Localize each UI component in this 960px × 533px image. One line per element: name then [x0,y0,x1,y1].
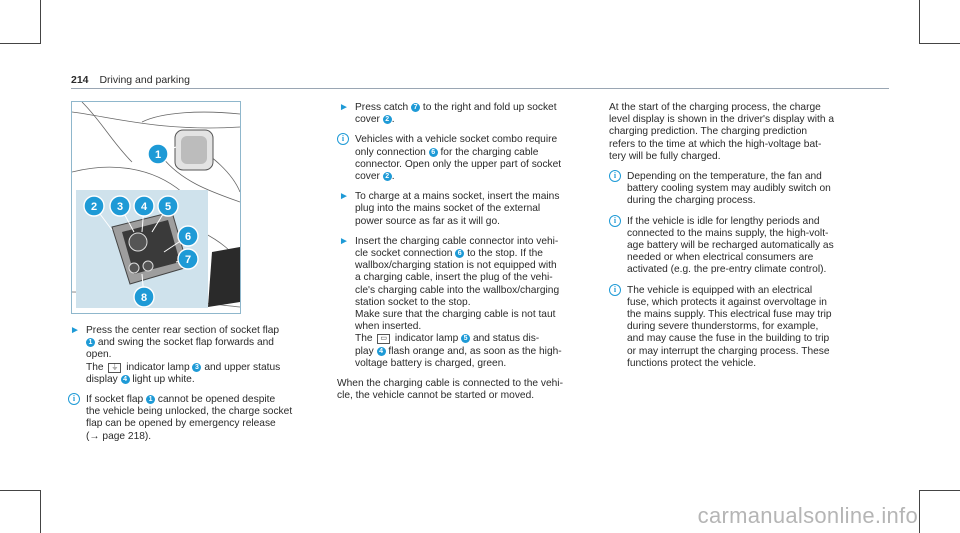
text-line: connector. Open only the upper part of socket [355,158,562,170]
callout-reference: 5 [461,334,470,343]
text-line: cle, the vehicle cannot be started or moved. [337,390,535,402]
text-line: plug into the mains socket of the external [355,203,541,215]
text-line: Vehicles with a vehicle socket combo require [355,134,558,146]
text-line: tery will be fully charged. [609,150,721,162]
text-line: activated (e.g. the pre-entry climate control). [627,264,827,276]
text-line: To charge at a mains socket, insert the mains [355,191,560,203]
step-arrow-icon: ► [70,325,80,336]
callout-1: 1 [154,149,162,161]
crop-mark [919,490,920,533]
text-line: Make sure that the charging cable is not taut [355,309,556,321]
text-line: the mains supply. This electrical fuse may trip [627,309,832,321]
text-line: The ⏚ indicator lamp 3 and upper status [86,361,281,373]
callout-5: 5 [164,201,172,213]
text-line: battery cooling system may audibly switch on [627,183,831,195]
callout-reference: 7 [411,103,420,112]
page-number: 214 [71,74,89,86]
left-column [68,325,328,451]
text-line: The ▭ indicator lamp 5 and status dis- [355,333,540,345]
text-line: power source as far as it will go. [355,215,500,227]
text-line: Insert the charging cable connector into vehi- [355,235,559,247]
text-line: Depending on the temperature, the fan and [627,171,822,183]
instruction-step [337,191,599,228]
info-icon: i [609,215,621,227]
info-note [609,285,895,370]
info-note [337,134,599,183]
crop-mark [920,490,960,491]
info-note [609,171,895,208]
text-line: station socket to the stop. [355,296,471,308]
text-line: 1 and swing the socket flap forwards and [86,337,328,349]
text-line: Press the center rear section of socket flap [86,325,280,336]
callout-reference: 6 [429,148,438,157]
info-icon: i [609,284,621,296]
page-header [71,74,190,86]
body-paragraph [337,378,599,402]
callout-reference: 1 [146,395,155,404]
crop-mark [0,43,40,44]
text-line: cle socket connection 6 to the stop. If the [355,248,543,260]
callout-4: 4 [140,201,148,213]
callout-reference: 4 [377,347,386,356]
text-line: needed or when electrical consumers are [627,252,814,264]
callout-reference: 3 [192,363,201,372]
instruction-step [337,102,599,126]
charging-socket-drawing [72,102,240,313]
step-arrow-icon: ► [339,102,349,113]
text-line: The vehicle is equipped with an electrical [627,284,813,296]
text-line: At the start of the charging process, the charge [609,102,821,113]
text-line: fuse, which protects it against overvoltage in [627,296,827,308]
text-line: (→ page 218). [86,430,152,442]
text-line: refers to the time at which the high-voltage bat- [609,138,822,150]
text-line: age battery will be recharged automatically as [627,240,834,252]
text-line: cover 2 . [355,171,395,183]
text-line: cle's charging cable into the wallbox/charging [355,284,560,296]
middle-column [337,102,599,410]
text-line: and may cause the fuse in the building to trip [627,333,830,345]
text-line: cover 2 . [355,114,395,126]
text-line: a charging cable, insert the plug of the vehi- [355,272,553,284]
header-rule [71,88,889,89]
text-line: play 4 flash orange and, as soon as the high- [355,345,562,357]
crop-mark [40,0,41,44]
text-line: during the charging process. [627,195,756,207]
callout-7: 7 [184,254,192,266]
text-line: Press catch 7 to the right and fold up socket [355,102,557,113]
callout-2: 2 [90,201,98,213]
text-line: If the vehicle is idle for lengthy periods and [627,215,820,227]
crop-mark [40,490,41,533]
plug-indicator-icon: ⏚ [108,363,121,373]
callout-8: 8 [140,292,148,304]
charging-socket-illustration [71,101,241,314]
right-column [609,102,895,378]
info-icon: i [609,170,621,182]
callout-reference: 2 [383,115,392,124]
info-note [609,216,895,277]
text-line: connected to the mains supply, the high-volt- [627,227,829,239]
text-line: voltage battery is charged, green. [355,357,507,369]
battery-indicator-icon: ▭ [377,334,390,344]
crop-mark [919,0,920,44]
text-line: during severe thunderstorms, for example, [627,321,819,333]
callout-3: 3 [116,201,124,213]
text-line: If socket flap 1 cannot be opened despite [86,394,276,406]
callout-reference: 4 [121,375,130,384]
info-icon: i [337,133,349,145]
text-line: When the charging cable is connected to the vehi- [337,378,563,390]
callout-6: 6 [184,231,192,243]
instruction-step [337,236,599,370]
body-paragraph [609,102,895,163]
info-icon: i [68,393,80,405]
step-arrow-icon: ► [339,191,349,203]
text-line: wallbox/charging station is not equipped with [355,260,557,272]
text-line: only connection 6 for the charging cable [355,146,539,158]
text-line: level display is shown in the driver's display with a [609,114,835,126]
step-arrow-icon: ► [339,235,349,247]
callout-reference: 2 [383,172,392,181]
crop-mark [0,490,40,491]
instruction-step [68,325,328,386]
text-line: flap can be opened by emergency release [86,418,276,430]
callout-reference: 6 [455,249,464,258]
text-line: when inserted. [355,321,422,333]
text-line: open. [86,349,112,361]
text-line: the vehicle being unlocked, the charge socket [86,406,293,418]
callout-reference: 1 [86,338,95,347]
info-note [68,394,328,443]
crop-mark [920,43,960,44]
text-line: display 4 light up white. [86,373,195,385]
section-title: Driving and parking [99,74,190,86]
watermark-text: carmanualsonline.info [697,503,918,528]
text-line: charging prediction. The charging prediction [609,126,808,138]
text-line: functions protect the vehicle. [627,357,757,369]
text-line: or may interrupt the charging process. These [627,345,830,357]
